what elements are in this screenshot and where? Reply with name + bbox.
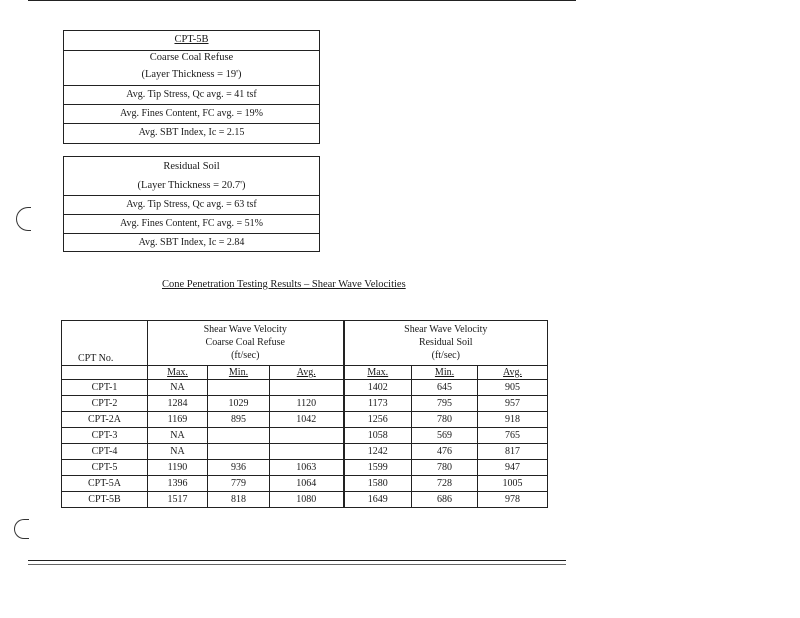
cpt-id-cell: CPT-5B	[62, 492, 148, 508]
cpt-id-cell: CPT-2	[62, 396, 148, 412]
coarse-avg-cell: 1064	[270, 476, 344, 492]
coarse-min-cell	[208, 428, 270, 444]
coarse-max-cell: 1169	[148, 412, 208, 428]
avg-tip-stress: Avg. Tip Stress, Qc avg. = 41 tsf	[64, 85, 319, 104]
coarse-avg-cell: 1042	[270, 412, 344, 428]
residual-max-cell: 1649	[344, 492, 412, 508]
residual-min-cell: 569	[412, 428, 478, 444]
residual-max-cell: 1173	[344, 396, 412, 412]
residual-max-cell: 1242	[344, 444, 412, 460]
residual-head-line-1: Shear Wave Velocity	[404, 324, 488, 335]
residual-soil-summary-box	[63, 156, 320, 252]
coarse-min-cell: 936	[208, 460, 270, 476]
residual-min-header: Min.	[412, 366, 478, 380]
coarse-max-cell: NA	[148, 444, 208, 460]
residual-max-cell: 1256	[344, 412, 412, 428]
residual-avg-cell: 957	[478, 396, 548, 412]
residual-avg-cell: 947	[478, 460, 548, 476]
avg-sbt-index: Avg. SBT Index, Ic = 2.84	[64, 233, 319, 251]
cpt-id-cell: CPT-3	[62, 428, 148, 444]
layer-thickness: (Layer Thickness = 20.7')	[137, 179, 246, 191]
bottom-rule-2	[28, 564, 566, 565]
residual-min-cell: 780	[412, 460, 478, 476]
table-row	[62, 380, 548, 396]
avg-fines-content: Avg. Fines Content, FC avg. = 19%	[64, 104, 319, 123]
coarse-avg-cell: 1080	[270, 492, 344, 508]
table-body	[62, 380, 548, 508]
avg-sbt-index: Avg. SBT Index, Ic = 2.15	[64, 123, 319, 142]
coarse-head-line-3: (ft/sec)	[231, 350, 260, 361]
coarse-avg-cell	[270, 428, 344, 444]
residual-min-cell: 645	[412, 380, 478, 396]
coarse-avg-cell	[270, 444, 344, 460]
coarse-min-cell: 895	[208, 412, 270, 428]
table-row	[62, 492, 548, 508]
table-row	[62, 412, 548, 428]
coarse-avg-cell: 1063	[270, 460, 344, 476]
table-row	[62, 476, 548, 492]
coarse-min-cell: 1029	[208, 396, 270, 412]
avg-fines-content: Avg. Fines Content, FC avg. = 51%	[64, 214, 319, 233]
residual-max-header: Max.	[344, 366, 412, 380]
box-title: CPT-5B	[174, 34, 209, 46]
layer-name: Coarse Coal Refuse	[64, 50, 319, 66]
cpt-id-cell: CPT-1	[62, 380, 148, 396]
residual-max-cell: 1402	[344, 380, 412, 396]
table-row	[62, 396, 548, 412]
residual-min-cell: 686	[412, 492, 478, 508]
table-caption: Cone Penetration Testing Results – Shear Wave Velocities	[162, 279, 406, 290]
residual-head-line-3: (ft/sec)	[431, 350, 460, 361]
avg-tip-stress: Avg. Tip Stress, Qc avg. = 63 tsf	[64, 195, 319, 214]
coarse-max-cell: 1396	[148, 476, 208, 492]
coarse-max-cell: NA	[148, 380, 208, 396]
table-row	[62, 444, 548, 460]
coarse-min-cell	[208, 380, 270, 396]
residual-min-cell: 728	[412, 476, 478, 492]
residual-max-cell: 1599	[344, 460, 412, 476]
coarse-min-cell: 818	[208, 492, 270, 508]
residual-avg-cell: 905	[478, 380, 548, 396]
coarse-max-cell: 1517	[148, 492, 208, 508]
cpt-id-cell: CPT-5A	[62, 476, 148, 492]
residual-min-cell: 476	[412, 444, 478, 460]
residual-avg-cell: 1005	[478, 476, 548, 492]
coarse-max-cell: 1190	[148, 460, 208, 476]
residual-soil-header	[344, 321, 548, 366]
cpt-no-header: CPT No.	[62, 321, 148, 366]
cpt-id-cell: CPT-2A	[62, 412, 148, 428]
coarse-avg-header: Avg.	[270, 366, 344, 380]
residual-max-cell: 1058	[344, 428, 412, 444]
coarse-min-cell	[208, 444, 270, 460]
table-row	[62, 460, 548, 476]
coarse-head-line-1: Shear Wave Velocity	[203, 324, 287, 335]
residual-head-line-2: Residual Soil	[418, 337, 473, 348]
residual-avg-cell: 978	[478, 492, 548, 508]
coarse-max-header: Max.	[148, 366, 208, 380]
top-rule	[28, 0, 576, 1]
cpt-5b-summary-box	[63, 30, 320, 144]
residual-avg-header: Avg.	[478, 366, 548, 380]
coarse-avg-cell	[270, 380, 344, 396]
residual-min-cell: 795	[412, 396, 478, 412]
table-row	[62, 428, 548, 444]
residual-avg-cell: 918	[478, 412, 548, 428]
layer-name: Residual Soil	[163, 160, 220, 172]
coarse-avg-cell: 1120	[270, 396, 344, 412]
coarse-max-cell: 1284	[148, 396, 208, 412]
residual-avg-cell: 817	[478, 444, 548, 460]
punch-hole-mark	[16, 207, 31, 231]
shear-wave-velocity-table	[61, 320, 548, 508]
layer-thickness: (Layer Thickness = 19')	[141, 69, 242, 81]
coarse-min-header: Min.	[208, 366, 270, 380]
residual-min-cell: 780	[412, 412, 478, 428]
residual-max-cell: 1580	[344, 476, 412, 492]
coarse-min-cell: 779	[208, 476, 270, 492]
bottom-rule	[28, 560, 566, 561]
cpt-id-cell: CPT-5	[62, 460, 148, 476]
coarse-head-line-2: Coarse Coal Refuse	[205, 337, 285, 348]
residual-avg-cell: 765	[478, 428, 548, 444]
blank-sub-header	[62, 366, 148, 380]
coarse-max-cell: NA	[148, 428, 208, 444]
cpt-id-cell: CPT-4	[62, 444, 148, 460]
punch-hole-mark	[14, 519, 29, 539]
coarse-refuse-header	[148, 321, 344, 366]
